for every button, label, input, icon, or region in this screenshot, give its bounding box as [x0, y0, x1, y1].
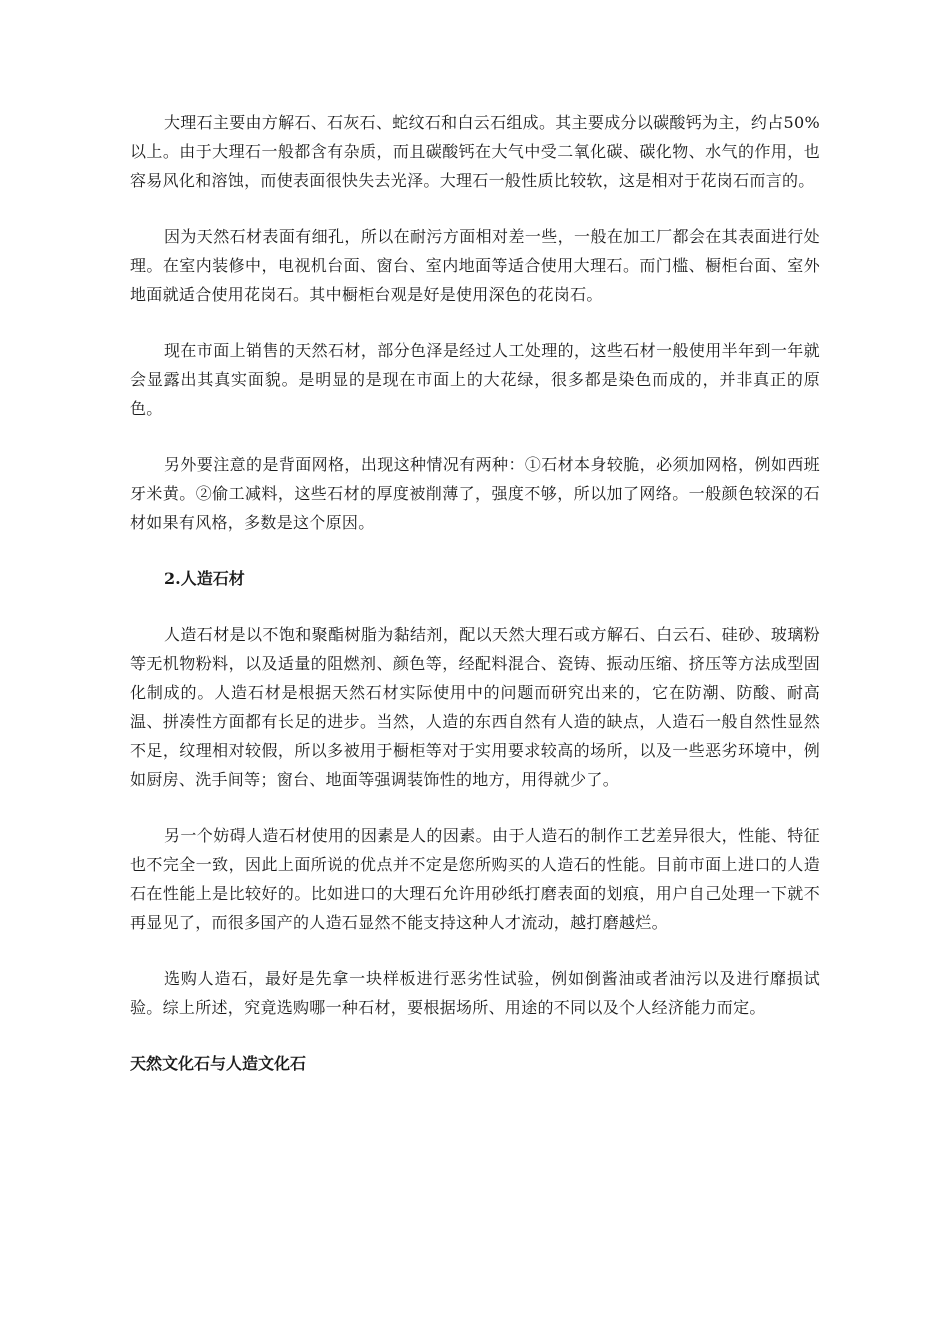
section-heading-culture-stone: 天然文化石与人造文化石 [130, 1054, 307, 1073]
document-page [130, 108, 820, 1078]
paragraph-selection-advice: 选购人造石，最好是先拿一块样板进行恶劣性试验，例如倒酱油或者油污以及进行靡损试验。综上所述，究竟选购哪一种石材，要根据场所、用途的不同以及个人经济能力而定。 [130, 969, 820, 1017]
paragraph-back-mesh: 另外要注意的是背面网格，出现这种情况有两种：①石材本身较脆，必须加网格，例如西班牙米黄。②偷工减料，这些石材的厚度被削薄了，强度不够，所以加了网络。一般颜色较深的石材如果有风格，多数是这个原因。 [130, 455, 820, 532]
paragraph-surface-pores: 因为天然石材表面有细孔，所以在耐污方面相对差一些，一般在加工厂都会在其表面进行处理。在室内装修中，电视机台面、窗台、室内地面等适合使用大理石。而门槛、橱柜台面、室外地面就适合使用花岗石。其中橱柜台观是好是使用深色的花岗石。 [130, 227, 820, 304]
paragraph-human-factor: 另一个妨碍人造石材使用的因素是人的因素。由于人造石的制作工艺差异很大，性能、特征也不完全一致，因此上面所说的优点并不定是您所购买的人造石的性能。目前市面上进口的人造石在性能上是比较好的。比如进口的大理石允许用砂纸打磨表面的划痕，用户自己处理一下就不再显见了，而很多国产的人造石显然不能支持这种人才流动，越打磨越烂。 [130, 826, 820, 932]
paragraph-color-treatment: 现在市面上销售的天然石材，部分色泽是经过人工处理的，这些石材一般使用半年到一年就会显露出其真实面貌。是明显的是现在市面上的大花绿，很多都是染色而成的，并非真正的原色。 [130, 341, 820, 418]
section-heading-artificial-stone: 2.人造石材 [164, 569, 245, 588]
paragraph-artificial-stone-definition: 人造石材是以不饱和聚酯树脂为黏结剂，配以天然大理石或方解石、白云石、硅砂、玻璃粉等无机物粉料，以及适量的阻燃剂、颜色等，经配料混合、瓷铸、振动压缩、挤压等方法成型固化制成的。人造石材是根据天然石材实际使用中的问题而研究出来的，它在防潮、防酸、耐高温、拼凑性方面都有长足的进步。当然，人造的东西自然有人造的缺点，人造石一般自然性显然不足，纹理相对较假，所以多被用于橱柜等对于实用要求较高的场所，以及一些恶劣环境中，例如厨房、洗手间等；窗台、地面等强调装饰性的地方，用得就少了。 [130, 625, 820, 789]
paragraph-marble-composition: 大理石主要由方解石、石灰石、蛇纹石和白云石组成。其主要成分以碳酸钙为主，约占50%以上。由于大理石一般都含有杂质，而且碳酸钙在大气中受二氧化碳、碳化物、水气的作用，也容易风化和溶蚀，而使表面很快失去光泽。大理石一般性质比较软，这是相对于花岗石而言的。 [130, 113, 820, 190]
